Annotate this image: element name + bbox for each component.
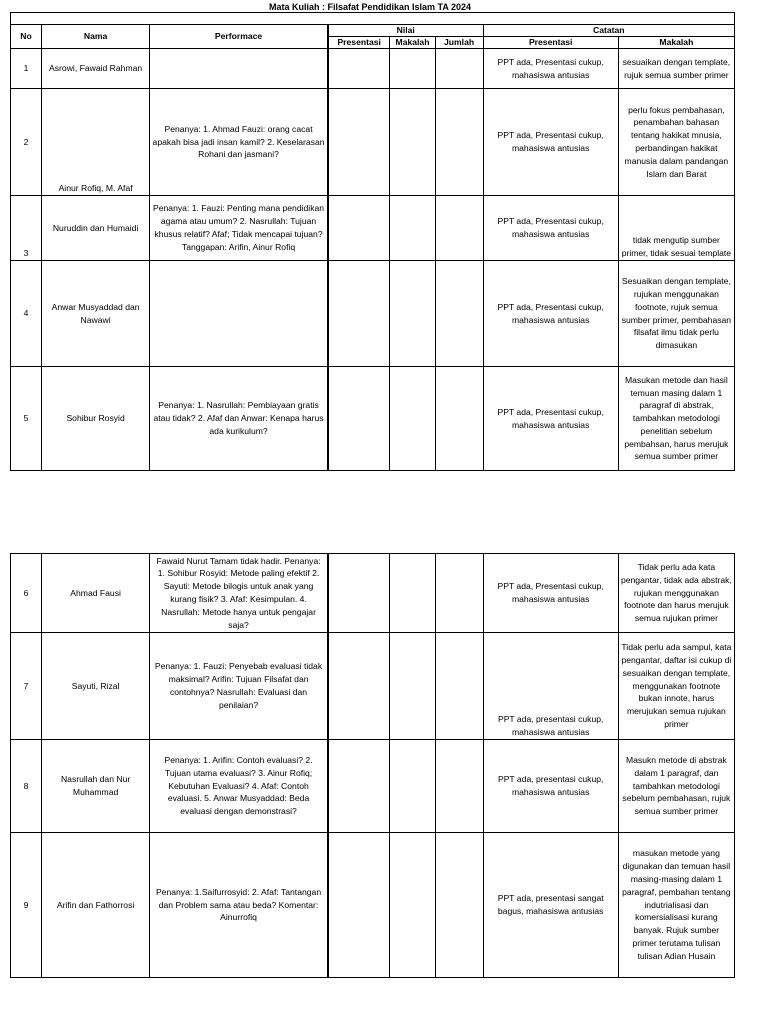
table-row xyxy=(11,633,735,740)
nilai-makalah-cell[interactable] xyxy=(390,196,435,261)
catatan-makalah: Masukan metode dan hasil temuan masing dalam 1 paragraf di abstrak, tambahkan metodologi penelitian sebelum pembahsan, harus merujuk semua sumber primer xyxy=(618,367,734,471)
nilai-jumlah-cell[interactable] xyxy=(435,554,483,633)
row-no: 6 xyxy=(11,554,42,633)
catatan-makalah: tidak mengutip sumber primer, tidak sesuai template xyxy=(618,196,734,261)
catatan-presentasi: PPT ada, Presentasi cukup, mahasiswa antusias xyxy=(483,554,618,633)
catatan-makalah: sesuaikan dengan template, rujuk semua sumber primer xyxy=(618,49,734,89)
table-row xyxy=(11,261,735,367)
table-row xyxy=(11,49,735,89)
nilai-presentasi-cell[interactable] xyxy=(328,89,390,196)
row-nama: Ainur Rofiq, M. Afaf xyxy=(42,89,150,196)
catatan-presentasi: PPT ada, presentasi sangat bagus, mahasiswa antusias xyxy=(483,833,618,978)
row-nama: Sayuti, Rizal xyxy=(42,633,150,740)
catatan-makalah: masukan metode yang digunakan dan temuan hasil masing-masing dalam 1 paragraf, pembahan tentang indutrialisasi dan komersialisasi kurang banyak. Rujuk sumber primer terutama tulisan tulisan Adian Husain xyxy=(618,833,734,978)
row-nama: Asrowi, Fawaid Rahman xyxy=(42,49,150,89)
nilai-makalah-cell[interactable] xyxy=(390,89,435,196)
row-no: 5 xyxy=(11,367,42,471)
row-no: 1 xyxy=(11,49,42,89)
header-catatan: Catatan xyxy=(483,25,734,37)
header-catatan-makalah: Makalah xyxy=(618,37,734,49)
header-catatan-presentasi: Presentasi xyxy=(483,37,618,49)
catatan-makalah: Tidak perlu ada sampul, kata pengantar, daftar isi cukup di sesuaikan dengan template, menggunakan footnote bukan innote, harus merujukan semua rujukan primer xyxy=(618,633,734,740)
row-performance: Fawaid Nurut Tamam tidak hadir. Penanya: 1. Sohibur Rosyid: Metode paling efektif 2. Sayuti: Metode bilogis untuk anak yang kurang fisik? 3. Afaf: Kesimpulan. 4. Nasrullah: Metode hanya untuk pengajar saja? xyxy=(150,554,328,633)
document-title: Mata Kuliah : Filsafat Pendidikan Islam TA 2024 xyxy=(268,2,472,12)
header-nama: Nama xyxy=(42,25,150,49)
table-row xyxy=(11,367,735,471)
row-no: 4 xyxy=(11,261,42,367)
nilai-makalah-cell[interactable] xyxy=(390,49,435,89)
row-performance: Penanya: 1. Arifin: Contoh evaluasi? 2. Tujuan utama evaluasi? 3. Ainur Rofiq; Kebutuhan Evaluasi? 4. Afaf: Contoh evaluasi. 5. Anwar Musyaddad: Beda evaluasi dengan demonstrasi? xyxy=(150,740,328,833)
catatan-presentasi: PPT ada, Presentasi cukup, mahasiswa antusias xyxy=(483,49,618,89)
nilai-jumlah-cell[interactable] xyxy=(435,633,483,740)
nilai-makalah-cell[interactable] xyxy=(390,261,435,367)
catatan-presentasi: PPT ada, Presentasi cukup, mahasiswa antusias xyxy=(483,261,618,367)
nilai-makalah-cell[interactable] xyxy=(390,633,435,740)
table-top-strip xyxy=(11,13,735,25)
grades-table-part-2 xyxy=(10,553,735,978)
row-performance: Penanya: 1. Fauzi: Penyebab evaluasi tidak maksimal? Arifin: Tujuan Filsafat dan contohnya? Nasrullah: Evaluasi dan penilaian? xyxy=(150,633,328,740)
row-nama: Nuruddin dan Humaidi xyxy=(42,196,150,261)
nilai-jumlah-cell[interactable] xyxy=(435,833,483,978)
nilai-jumlah-cell[interactable] xyxy=(435,367,483,471)
catatan-presentasi: PPT ada, Presentasi cukup, mahasiswa antusias xyxy=(483,367,618,471)
nilai-jumlah-cell[interactable] xyxy=(435,49,483,89)
header-no: No xyxy=(11,25,42,49)
nilai-makalah-cell[interactable] xyxy=(390,367,435,471)
table-row xyxy=(11,740,735,833)
row-performance: Penanya: 1. Ahmad Fauzi: orang cacat apakah bisa jadi insan kamil? 2. Keselarasan Rohani dan jasmani? xyxy=(150,89,328,196)
catatan-makalah: Sesuaikan dengan template, rujukan menggunakan footnote, rujuk semua sumber primer, pembahasan filsafat ilmu tidak perlu dimasukan xyxy=(618,261,734,367)
catatan-makalah: Masukn metode di abstrak dalam 1 paragraf, dan tambahkan metodologi sebelum pembahasan, rujuk semua sumber primer xyxy=(618,740,734,833)
row-performance xyxy=(150,261,328,367)
nilai-jumlah-cell[interactable] xyxy=(435,261,483,367)
catatan-presentasi: PPT ada, Presentasi cukup, mahasiswa antusias xyxy=(483,196,618,261)
row-nama: Arifin dan Fathorrosi xyxy=(42,833,150,978)
table-row xyxy=(11,196,735,261)
row-performance: Penanya: 1. Nasrullah: Pembiayaan gratis atau tidak? 2. Afaf dan Anwar: Kenapa harus ada kurikulum? xyxy=(150,367,328,471)
catatan-presentasi: PPT ada, presentasi cukup, mahasiswa antusias xyxy=(483,633,618,740)
row-no: 8 xyxy=(11,740,42,833)
nilai-jumlah-cell[interactable] xyxy=(435,740,483,833)
catatan-presentasi: PPT ada, Presentasi cukup, mahasiswa antusias xyxy=(483,89,618,196)
nilai-presentasi-cell[interactable] xyxy=(328,261,390,367)
row-nama: Anwar Musyaddad dan Nawawi xyxy=(42,261,150,367)
header-performance: Performace xyxy=(150,25,328,49)
nilai-makalah-cell[interactable] xyxy=(390,833,435,978)
row-no: 3 xyxy=(11,196,42,261)
row-performance: Penanya: 1.Saifurrosyid: 2. Afaf: Tantangan dan Problem sama atau beda? Komentar: Ainurrofiq xyxy=(150,833,328,978)
table-row xyxy=(11,554,735,633)
catatan-makalah: perlu fokus pembahasan, penambahan bahasan tentang hakikat mnusia, perbandingan hakikat manusia dalam pandangan Islam dan Barat xyxy=(618,89,734,196)
nilai-makalah-cell[interactable] xyxy=(390,740,435,833)
nilai-presentasi-cell[interactable] xyxy=(328,49,390,89)
nilai-presentasi-cell[interactable] xyxy=(328,740,390,833)
header-nilai-presentasi: Presentasi xyxy=(328,37,390,49)
row-performance: Penanya: 1. Fauzi: Penting mana pendidikan agama atau umum? 2. Nasrullah: Tujuan khusus relatif? Afaf; Tidak mencapai tujuan? Tanggapan: Arifin, Ainur Rofiq xyxy=(150,196,328,261)
grades-table-part-1 xyxy=(10,12,735,471)
nilai-makalah-cell[interactable] xyxy=(390,554,435,633)
nilai-presentasi-cell[interactable] xyxy=(328,554,390,633)
nilai-jumlah-cell[interactable] xyxy=(435,89,483,196)
header-row-1 xyxy=(11,25,735,37)
nilai-presentasi-cell[interactable] xyxy=(328,367,390,471)
header-nilai-makalah: Makalah xyxy=(390,37,435,49)
row-nama: Sohibur Rosyid xyxy=(42,367,150,471)
header-nilai: Nilai xyxy=(328,25,483,37)
catatan-makalah: Tidak perlu ada kata pengantar, tidak ada abstrak, rujukan menggunakan footnote dan harus merujuk semua rujukan primer xyxy=(618,554,734,633)
nilai-presentasi-cell[interactable] xyxy=(328,196,390,261)
table-row xyxy=(11,89,735,196)
nilai-presentasi-cell[interactable] xyxy=(328,633,390,740)
nilai-jumlah-cell[interactable] xyxy=(435,196,483,261)
row-no: 7 xyxy=(11,633,42,740)
row-nama: Nasrullah dan Nur Muhammad xyxy=(42,740,150,833)
row-nama: Ahmad Fausi xyxy=(42,554,150,633)
row-no: 9 xyxy=(11,833,42,978)
nilai-presentasi-cell[interactable] xyxy=(328,833,390,978)
row-no: 2 xyxy=(11,89,42,196)
catatan-presentasi: PPT ada, presentasi cukup, mahasiswa antusias xyxy=(483,740,618,833)
table-row xyxy=(11,833,735,978)
header-nilai-jumlah: Jumlah xyxy=(435,37,483,49)
row-performance xyxy=(150,49,328,89)
